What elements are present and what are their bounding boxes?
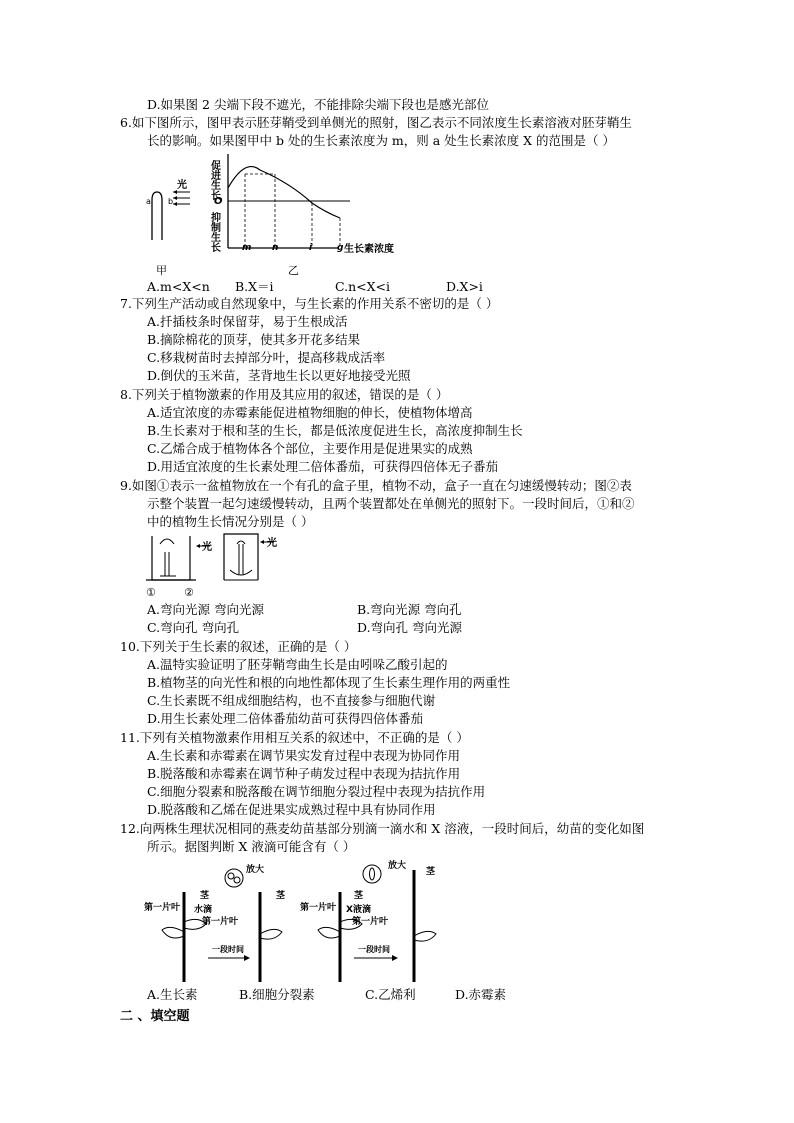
q9-light-2: 光 — [267, 538, 277, 549]
q8-option-d: D.用适宜浓度的生长素处理二倍体番茄，可获得四倍体无子番茄 — [147, 459, 499, 474]
q6-stem-line2: 长的影响。如果图甲中 b 处的生长素浓度为 m，则 a 处生长素浓度 X 的范围是（ ） — [147, 133, 615, 148]
time-label-left: 一段时间 — [212, 945, 244, 954]
q9-option-b: B.弯向光源 弯向孔 — [357, 602, 462, 617]
q9-option-d: D.弯向孔 弯向光源 — [357, 620, 463, 635]
label-b: b — [168, 197, 174, 206]
q7-option-b: B.摘除棉花的顶芽，使其多开花多结果 — [147, 332, 361, 347]
box-2-diagram — [224, 534, 277, 580]
q12-option-d: D.赤霉素 — [455, 987, 507, 1002]
q8-option-c: C.乙烯合成于植物体各个部位，主要作用是促进果实的成熟 — [147, 441, 473, 456]
q7-stem: 7.下列生产活动或自然现象中，与生长素的作用关系不密切的是（ ） — [120, 296, 499, 311]
coleoptile-diagram — [146, 178, 190, 240]
q6-option-b: B.X＝i — [235, 279, 274, 294]
q12-option-a: A.生长素 — [147, 987, 198, 1002]
q9-label-2: ② — [184, 586, 194, 598]
q9-stem-line3: 中的植物生长情况分别是（ ） — [147, 514, 314, 529]
q11-option-c: C.细胞分裂素和脱落酸在调节细胞分裂过程中表现为拮抗作用 — [147, 784, 486, 799]
q5-option-d: D.如果图 2 尖端下段不遮光，不能排除尖端下段也是感光部位 — [147, 97, 489, 112]
x-drop-label: X液滴 — [346, 905, 371, 915]
first-leaf-mid: 第一片叶 — [202, 917, 239, 927]
first-leaf-x-mid: 第一片叶 — [352, 917, 389, 927]
q10-option-d: D.用生长素处理二倍体番茄幼苗可获得四倍体番茄 — [147, 711, 424, 726]
first-leaf-x-left: 第一片叶 — [300, 903, 337, 913]
q7-option-d: D.倒伏的玉米苗，茎背地生长以更好地接受光照 — [147, 368, 411, 383]
ylabel-promote: 促进生长 — [208, 160, 220, 200]
label-a: a — [146, 197, 151, 206]
q6-option-d: D.X>i — [446, 279, 483, 294]
enlarge-label-left: 放大 — [246, 865, 265, 875]
stem-label-x-left: 茎 — [354, 891, 364, 901]
origin-label: O — [214, 196, 223, 207]
q12-figure — [140, 852, 460, 984]
q12-stem-line2: 所示。据图判断 X 液滴可能含有（ ） — [147, 839, 356, 854]
q11-option-d: D.脱落酸和乙烯在促进果实成熟过程中具有协同作用 — [147, 802, 436, 817]
q11-stem: 11.下列有关植物激素作用相互关系的叙述中，不正确的是（ ） — [120, 730, 469, 745]
q9-stem-line2: 示整个装置一起匀速缓慢转动，且两个装置都处在单侧光的照射下。一段时间后，①和② — [147, 496, 635, 511]
box-1-diagram — [146, 536, 212, 580]
q6-option-a: A.m<X<n — [147, 279, 210, 294]
q9-label-1: ① — [146, 586, 156, 598]
q8-option-b: B.生长素对于根和茎的生长，都是低浓度促进生长，高浓度抑制生长 — [147, 423, 523, 438]
q12-option-b: B.细胞分裂素 — [239, 987, 315, 1002]
q6-figure — [140, 148, 410, 276]
q9-figure — [140, 530, 300, 598]
q6-stem-line1: 6.如下图所示，图甲表示胚芽鞘受到单侧光的照射，图乙表示不同浓度生长素溶液对胚芽鞘生 — [120, 115, 632, 130]
q10-option-a: A.温特实验证明了胚芽鞘弯曲生长是由吲哚乙酸引起的 — [147, 657, 448, 672]
label-jia: 甲 — [156, 264, 167, 276]
label-yi: 乙 — [288, 264, 299, 276]
water-drop-label: 水滴 — [194, 905, 213, 915]
tick-g: g — [337, 243, 344, 253]
q10-stem: 10.下列关于生长素的叙述，正确的是（ ） — [120, 639, 357, 654]
first-leaf-left: 第一片叶 — [144, 903, 181, 913]
light-label: 光 — [177, 180, 187, 191]
q6-option-c: C.n<X<i — [335, 279, 390, 294]
q9-stem-line1: 9.如图①表示一盆植物放在一个有孔的盒子里，植物不动，盒子一直在匀速缓慢转动；图②表 — [120, 478, 632, 493]
stem-label-x: 茎 — [426, 867, 436, 877]
q11-option-a: A.生长素和赤霉素在调节果实发育过程中表现为协同作用 — [147, 748, 461, 763]
stem-label-right: 茎 — [276, 891, 286, 901]
q12-stem-line1: 12.向两株生理状况相同的燕麦幼苗基部分别滴一滴水和 X 溶液，一段时间后，幼苗的变化如图 — [120, 821, 645, 836]
tick-n: n — [272, 243, 279, 253]
q8-option-a: A.适宜浓度的赤霉素能促进植物细胞的伸长，使植物体增高 — [147, 405, 473, 420]
q9-option-a: A.弯向光源 弯向光源 — [147, 602, 264, 617]
section-heading-fill-blank: 二 、填空题 — [120, 1009, 190, 1024]
q9-option-c: C.弯向孔 弯向孔 — [147, 620, 240, 635]
enlarge-label-right: 放大 — [388, 861, 407, 871]
q7-option-c: C.移栽树苗时去掉部分叶，提高移栽成活率 — [147, 350, 386, 365]
water-seedlings — [144, 863, 286, 982]
q8-stem: 8.下列关于植物激素的作用及其应用的叙述，错误的是（ ） — [120, 387, 449, 402]
tick-i: i — [309, 243, 313, 253]
tick-m: m — [242, 243, 252, 253]
xlabel: 生长素浓度 — [344, 244, 394, 255]
q10-option-b: B.植物茎的向光性和根的向地性都体现了生长素生理作用的两重性 — [147, 675, 511, 690]
stem-label-left: 茎 — [200, 891, 210, 901]
ylabel-inhibit: 抑制生长 — [208, 212, 220, 252]
q10-option-c: C.生长素既不组成细胞结构，也不直接参与细胞代谢 — [147, 693, 436, 708]
x-solution-seedlings — [300, 859, 436, 982]
growth-curve-graph — [209, 154, 395, 255]
q9-light-1: 光 — [202, 542, 212, 553]
q7-option-a: A.扦插枝条时保留芽，易于生根成活 — [147, 314, 348, 329]
q12-option-c: C.乙烯利 — [365, 987, 416, 1002]
q11-option-b: B.脱落酸和赤霉素在调节种子萌发过程中表现为拮抗作用 — [147, 766, 461, 781]
time-label-right: 一段时间 — [358, 945, 390, 954]
